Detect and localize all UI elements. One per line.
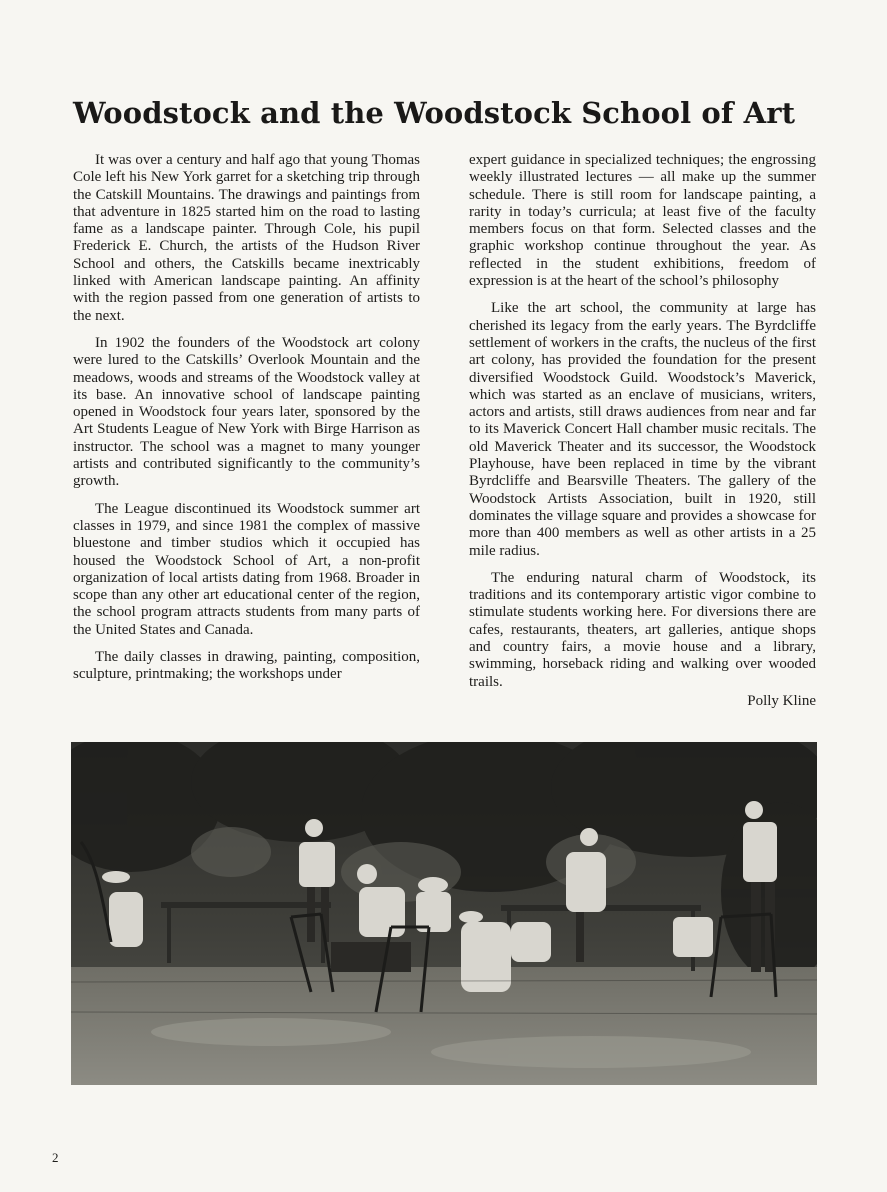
paragraph-daily-classes: The daily classes in drawing, painting, composition, sculpture, printmaking; the workshops under (73, 649, 420, 683)
paragraph-thomas-cole: It was over a century and half ago that young Thomas Cole left his New York garret for a sketching trip through the Catskill Mountains. The drawings and paintings from that adventure in 1825 started him on the road to lasting fame as a landscape painter. Through Cole, his pupil Frederick E. Church, the artists of the Hudson River School and others, the Catskills became inextricably linked with American landscape painting. An affinity with the region passed from one generation of artists to the next. (73, 152, 420, 324)
paragraph-founders-1902: In 1902 the founders of the Woodstock art colony were lured to the Catskills’ Overlook Mountain and the meadows, woods and streams of the Woodstock valley at its base. An innovative school of landscape painting opened in Woodstock four years later, sponsored by the Art Students League of New York with Birge Harrison as instructor. The school was a magnet to many younger artists and contributed significantly to the community’s growth. (73, 334, 420, 490)
paragraph-natural-charm: The enduring natural charm of Woodstock, its traditions and its contemporary artistic vigor combine to stimulate students working here. For diversions there are cafes, restaurants, theaters, art galleries, antique shops and country fairs, a movie house and a library, swimming, horseback riding and walking over wooded trails. (469, 569, 816, 690)
author-signature: Polly Kline (747, 692, 816, 709)
paragraph-community-legacy: Like the art school, the community at large has cherished its legacy from the early years. The Byrdcliffe settlement of workers in the crafts, the nucleus of the first art colony, has provided the foundation for the present diversified Woodstock Guild. Woodstock’s Maverick, which was started as an enclave of musicians, writers, actors and artists, still draws audiences from near and far to its Maverick Concert Hall chamber music recitals. The old Maverick Theater and its successor, the Woodstock Playhouse, have been replaced in time by the vibrant Byrdcliffe and Bearsville Theaters. The gallery of the Woodstock Artists Association, built in 1920, still dominates the village square and provides a showcase for more than 400 members as well as other artists in a 25 mile radius. (469, 300, 816, 559)
paragraph-continuation: expert guidance in specialized techniques; the engrossing weekly illustrated lectures — all make up the summer schedule. There is still room for landscape painting, a rarity in today’s curricula; at least five of the faculty members focus on that form. Selected classes and the graphic workshop continue throughout the year. As reflected in the student exhibitions, freedom of expression is at the heart of the school’s philosophy (469, 152, 816, 290)
right-column (469, 152, 816, 710)
left-column (73, 152, 420, 694)
paragraph-league-discontinued: The League discontinued its Woodstock summer art classes in 1979, and since 1981 the complex of massive bluestone and timber studios which it occupied has housed the Woodstock School of Art, a non-profit organization of local artists dating from 1968. Broader in scope than any other art educational center of the region, the school program attracts students from many parts of the United States and Canada. (73, 500, 420, 638)
outdoor-art-class-photo (71, 742, 817, 1085)
page-title: Woodstock and the Woodstock School of Art (73, 96, 796, 130)
page-number: 2 (52, 1150, 59, 1165)
